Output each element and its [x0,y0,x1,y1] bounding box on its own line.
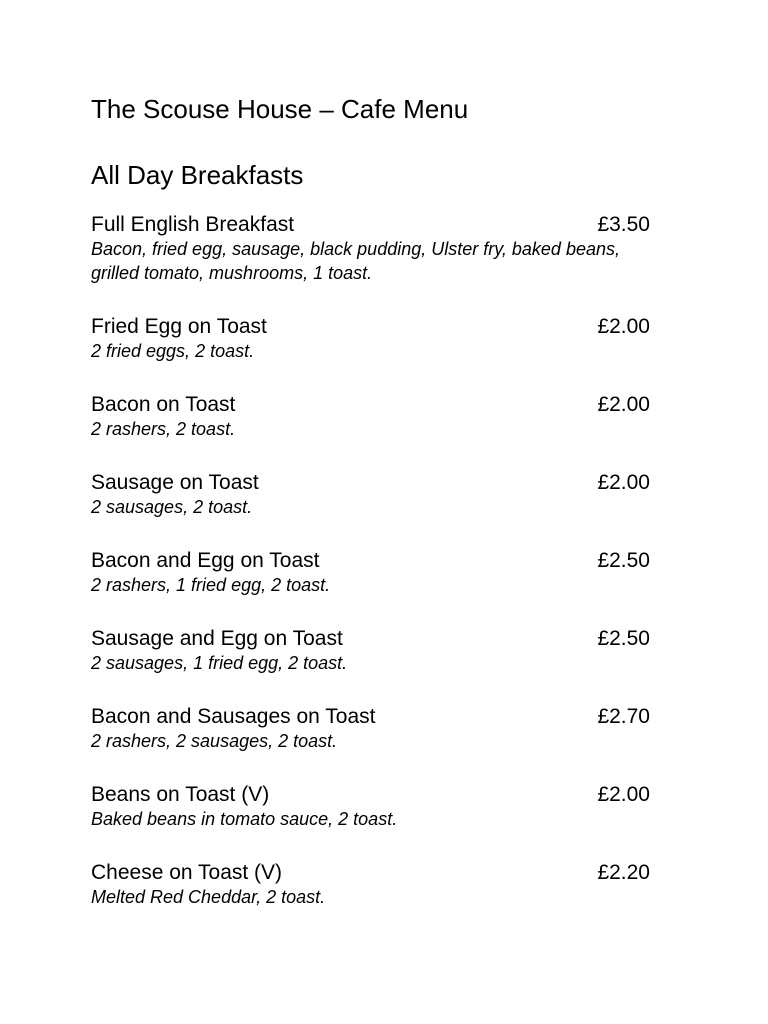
menu-page [91,91,651,909]
menu-item-name: Bacon on Toast [91,393,236,416]
menu-item-row [91,626,651,651]
menu-item [91,548,651,597]
menu-item-name: Fried Egg on Toast [91,315,267,338]
menu-item [91,392,651,441]
menu-item-row [91,548,651,573]
menu-item-description: 2 rashers, 1 fried egg, 2 toast. [91,575,331,595]
menu-item [91,212,651,285]
menu-item-price: £2.00 [597,471,650,494]
menu-item-name: Beans on Toast (V) [91,783,270,806]
menu-item-description: 2 fried eggs, 2 toast. [91,341,255,361]
menu-item [91,314,651,363]
menu-item-row [91,212,651,237]
menu-item-row [91,392,651,417]
menu-item-description: 2 rashers, 2 toast. [91,419,236,439]
menu-item [91,470,651,519]
menu-item-name: Full English Breakfast [91,213,295,236]
menu-item-name: Bacon and Egg on Toast [91,549,320,572]
menu-item-price: £2.70 [597,705,650,728]
menu-item-description: Melted Red Cheddar, 2 toast. [91,887,326,907]
menu-item-description: Bacon, fried egg, sausage, black pudding, Ulster fry, baked beans, grilled tomato, mushrooms, 1 toast. [91,239,620,283]
section-heading: All Day Breakfasts [91,160,304,190]
menu-item [91,704,651,753]
menu-item-description: 2 sausages, 2 toast. [91,497,253,517]
menu-item-name: Sausage and Egg on Toast [91,627,343,650]
menu-item-row [91,314,651,339]
menu-item-description: 2 rashers, 2 sausages, 2 toast. [91,731,338,751]
page-title: The Scouse House – Cafe Menu [91,94,469,124]
menu-item-price: £2.20 [597,861,650,884]
menu-item [91,860,651,909]
menu-item-row [91,860,651,885]
menu-item-price: £2.00 [597,393,650,416]
menu-item-row [91,704,651,729]
menu-item-description: Baked beans in tomato sauce, 2 toast. [91,809,398,829]
menu-item-description: 2 sausages, 1 fried egg, 2 toast. [91,653,348,673]
menu-item-price: £3.50 [597,213,650,236]
menu-item [91,782,651,831]
menu-item-name: Bacon and Sausages on Toast [91,705,376,728]
menu-item-price: £2.00 [597,783,650,806]
menu-item-name: Sausage on Toast [91,471,259,494]
menu-item-price: £2.50 [597,627,650,650]
menu-list [91,212,651,909]
menu-item-name: Cheese on Toast (V) [91,861,283,884]
menu-item-price: £2.50 [597,549,650,572]
menu-item-price: £2.00 [597,315,650,338]
menu-item-row [91,470,651,495]
menu-item [91,626,651,675]
menu-item-row [91,782,651,807]
